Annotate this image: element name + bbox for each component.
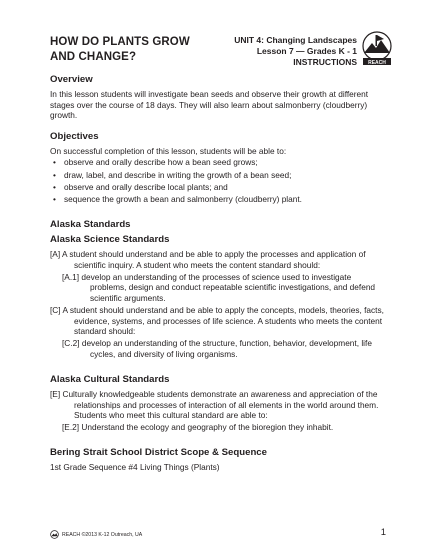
cultural-standards-heading: Alaska Cultural Standards <box>50 374 170 386</box>
standards-heading: Alaska Standards <box>50 219 131 231</box>
list-item: • draw, label, and describe in writing the growth of a bean seed; <box>50 170 388 181</box>
scope-text: 1st Grade Sequence #4 Living Things (Plants) <box>50 462 220 473</box>
standard-c2: [C.2] develop an understanding of the structure, function, behavior, development, life cycles, and diversity of living organisms. <box>62 338 372 359</box>
reach-logo <box>360 31 394 67</box>
standard-c: [C] A student should understand and be able to apply the concepts, models, theories, facts, evidence, systems, and processes of life science. A students who meets the content standard should: <box>50 305 384 337</box>
unit-label: UNIT 4: Changing Landscapes <box>234 35 357 45</box>
title-line-2: AND CHANGE? <box>50 51 137 63</box>
list-item: • observe and orally describe local plants; and <box>50 182 388 193</box>
overview-text: In this lesson students will investigate bean seeds and observe their growth at different stages over the course of 18 days. They will also learn about salmonberry (cloudberry) growth. <box>50 89 369 121</box>
standard-a: [A] A student should understand and be able to apply the processes and application of scientific inquiry. A student who meets the content standard should: <box>50 249 366 270</box>
standard-e2: [E.2] Understand the ecology and geography of the bioregion they inhabit. <box>62 422 334 433</box>
science-standards-heading: Alaska Science Standards <box>50 234 170 246</box>
footer <box>50 530 142 539</box>
objectives-list <box>50 157 388 204</box>
standard-e: [E] Culturally knowledgeable students demonstrate an awareness and appreciation of the relationships and processes of interaction of all elements in the world around them. Students who meet this cultural standard are able to: <box>50 389 379 421</box>
footer-text: REACH ©2013 K-12 Outreach, UA <box>62 531 143 538</box>
list-item: • observe and orally describe how a bean seed grows; <box>50 157 388 168</box>
page-number: 1 <box>380 527 386 538</box>
cultural-standards <box>50 389 388 433</box>
reach-small-logo <box>50 530 59 539</box>
page-title <box>50 35 200 65</box>
lesson-label: Lesson 7 — Grades K - 1 <box>256 46 357 56</box>
objectives-intro: On successful completion of this lesson, students will be able to: <box>50 145 287 156</box>
list-item: • sequence the growth a bean and salmonberry (cloudberry) plant. <box>50 194 388 205</box>
main-content <box>50 74 388 473</box>
standard-a1: [A.1] develop an understanding of the processes of science used to investigate problems, design and conduct repeatable scientific investigations, and defend scientific arguments. <box>62 271 376 303</box>
science-standards <box>50 249 388 359</box>
lesson-header <box>234 35 357 68</box>
logo-text: REACH <box>368 60 386 66</box>
scope-heading: Bering Strait School District Scope & Sequence <box>50 447 267 459</box>
objectives-heading: Objectives <box>50 130 99 142</box>
overview-heading: Overview <box>50 74 93 85</box>
title-line-1: HOW DO PLANTS GROW <box>50 36 190 48</box>
doc-type-label: INSTRUCTIONS <box>293 57 357 67</box>
